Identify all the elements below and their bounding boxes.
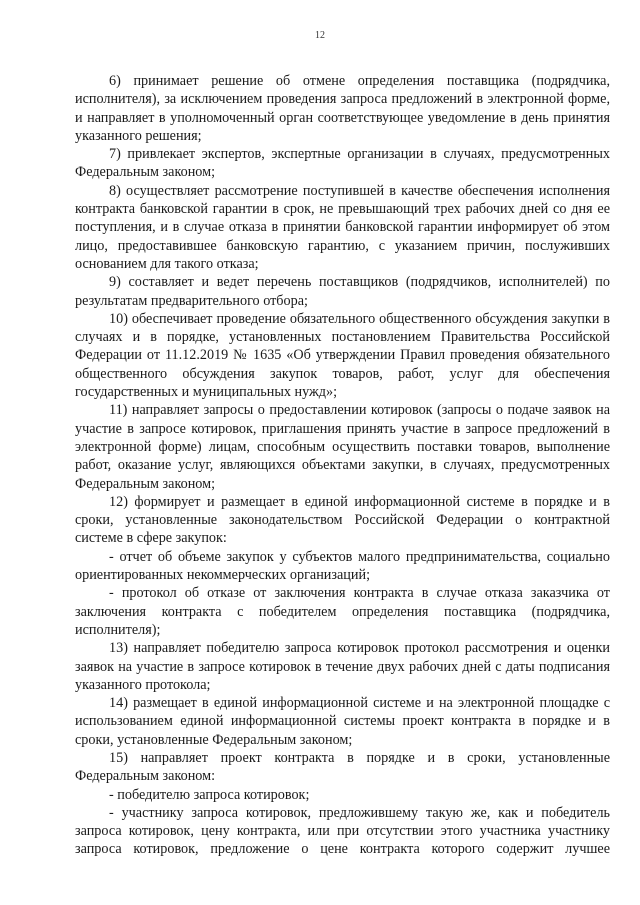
paragraph-item-11: 11) направляет запросы о предоставлении котировок (запросы о подаче заявок на участие в запросе котировок, приглашения принять участие в запросе предложений в электронной форме) лицам, способным осуществить поставки товаров, выполнение работ, оказание услуг, являющихся объектами закупки, в случаях, предусмотренных Федеральным законом; (75, 402, 610, 492)
paragraph-item-7: 7) привлекает экспертов, экспертные организации в случаях, предусмотренных Федеральным законом; (75, 146, 610, 181)
paragraph-item-14: 14) размещает в единой информационной системе и на электронной площадке с использованием единой информационной системы проект контракта в порядке и в сроки, установленные Федеральным законом; (75, 695, 610, 748)
paragraph-item-13: 13) направляет победителю запроса котировок протокол рассмотрения и оценки заявок на участие в запросе котировок в течение двух рабочих дней с даты подписания указанного протокола; (75, 640, 610, 693)
paragraph-item-8: 8) осуществляет рассмотрение поступившей в качестве обеспечения исполнения контракта банковской гарантии в срок, не превышающий трех рабочих дней со дня ее поступления, и в случае отказа в принятии банковской гарантии информирует об этом лицо, предоставившее банковскую гарантию, с указанием причин, послуживших основанием для такого отказа; (75, 182, 610, 272)
paragraph-item-15: 15) направляет проект контракта в порядке и в сроки, установленные Федеральным законом: (75, 749, 610, 785)
paragraph-subitem-winner: - победителю запроса котировок; (109, 786, 310, 803)
page-number: 12 (315, 30, 325, 41)
document-body (75, 72, 610, 859)
paragraph-item-10: 10) обеспечивает проведение обязательного общественного обсуждения закупки в случаях и в порядке, установленных постановлением Правительства Российской Федерации от 11.12.2019 № 1635 «Об утверждении Правил проведения обязательного общественного обсуждения закупок товаров, работ, услуг для обеспечения государственных и муниципальных нужд»; (75, 310, 610, 401)
paragraph-item-6: 6) принимает решение об отмене определения поставщика (подрядчика, исполнителя), за исключением проведения запроса предложений в электронной форме, и направляет в уполномоченный орган соответствующее уведомление в день принятия указанного решения; (75, 73, 610, 144)
paragraph-subitem-report: - отчет об объеме закупок у субъектов малого предпринимательства, социально ориентированных некоммерческих организаций; (75, 548, 610, 584)
paragraph-subitem-participant: - участнику запроса котировок, предложившему такую же, как и победитель запроса котировок, цену контракта, или при отсутствии этого участника участнику запроса котировок, предложение о цене контракта которого содержит лучшее (75, 804, 610, 858)
paragraph-item-12: 12) формирует и размещает в единой информационной системе в порядке и в сроки, установленные законодательством Российской Федерации о контрактной системе в сфере закупок: (75, 493, 610, 547)
paragraph-item-9: 9) составляет и ведет перечень поставщиков (подрядчиков, исполнителей) по результатам предварительного отбора; (75, 274, 610, 309)
paragraph-subitem-protocol: - протокол об отказе от заключения контракта в случае отказа заказчика от заключения контракта с победителем определения поставщика (подрядчика, исполнителя); (75, 585, 610, 638)
